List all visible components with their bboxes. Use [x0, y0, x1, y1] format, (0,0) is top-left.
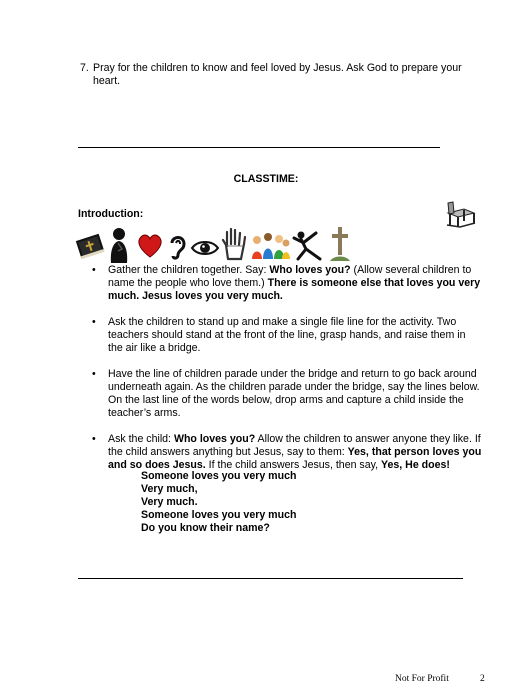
lyric-line: Someone loves you very much: [141, 470, 297, 482]
song-lyrics: [141, 470, 296, 535]
step-number: 7.: [80, 62, 89, 74]
step-text: Pray for the children to know and feel loved by Jesus. Ask God to prepare your heart.: [93, 62, 462, 87]
bible-icon: [74, 231, 106, 261]
eye-icon: [190, 239, 220, 257]
activity-icon-row: [74, 225, 364, 265]
lyric-line: Do you know their name?: [141, 522, 270, 534]
bullet-dot: •: [92, 264, 96, 276]
school-desk-icon: [444, 199, 478, 229]
lyric-line: Someone loves you very much: [141, 509, 297, 521]
section-title: CLASSTIME:: [233, 173, 299, 185]
children-group-icon: [249, 231, 291, 261]
page-number: 2: [480, 674, 485, 684]
footer-text: Not For Profit: [395, 674, 449, 684]
ear-icon: [168, 233, 188, 261]
divider-bottom: [78, 578, 463, 579]
hand-icon: [221, 227, 247, 261]
instruction-list: [92, 264, 482, 485]
introduction-label: Introduction:: [78, 208, 144, 220]
list-item: • Have the line of children parade under the bridge and return to go back around underneath again. As the children parade under the bridge, say the lines below. On the last line of the words below, drop arms and capture a child inside the teacher’s arms.: [92, 368, 480, 419]
bullet-dot: •: [92, 316, 96, 328]
bullet-dot: •: [92, 368, 96, 380]
exercise-figure-icon: [292, 229, 326, 261]
lyric-line: Very much.: [141, 496, 198, 508]
divider-top: [78, 147, 440, 148]
cross-icon: [328, 225, 352, 263]
lyric-line: Very much,: [141, 483, 198, 495]
list-item: • Ask the children to stand up and make a single file line for the activity. Two teachers should stand at the front of the line, grasp hands, and raise them in the air like a bridge.: [92, 316, 466, 354]
praying-child-icon: [106, 227, 132, 263]
list-item: • Gather the children together. Say: Who loves you? (Allow several children to name the people who love them.) There is someone else that loves you very much. Jesus loves you very much.: [92, 264, 481, 302]
list-item: • Ask the child: Who loves you? Allow the children to answer anyone they like. If the child answers anything but Jesus, say to them: Yes, that person loves you and so does Jesus. If the child answers Jesus, then say, Yes, He does!: [92, 433, 482, 471]
heart-icon: [136, 233, 164, 259]
bullet-dot: •: [92, 433, 96, 445]
